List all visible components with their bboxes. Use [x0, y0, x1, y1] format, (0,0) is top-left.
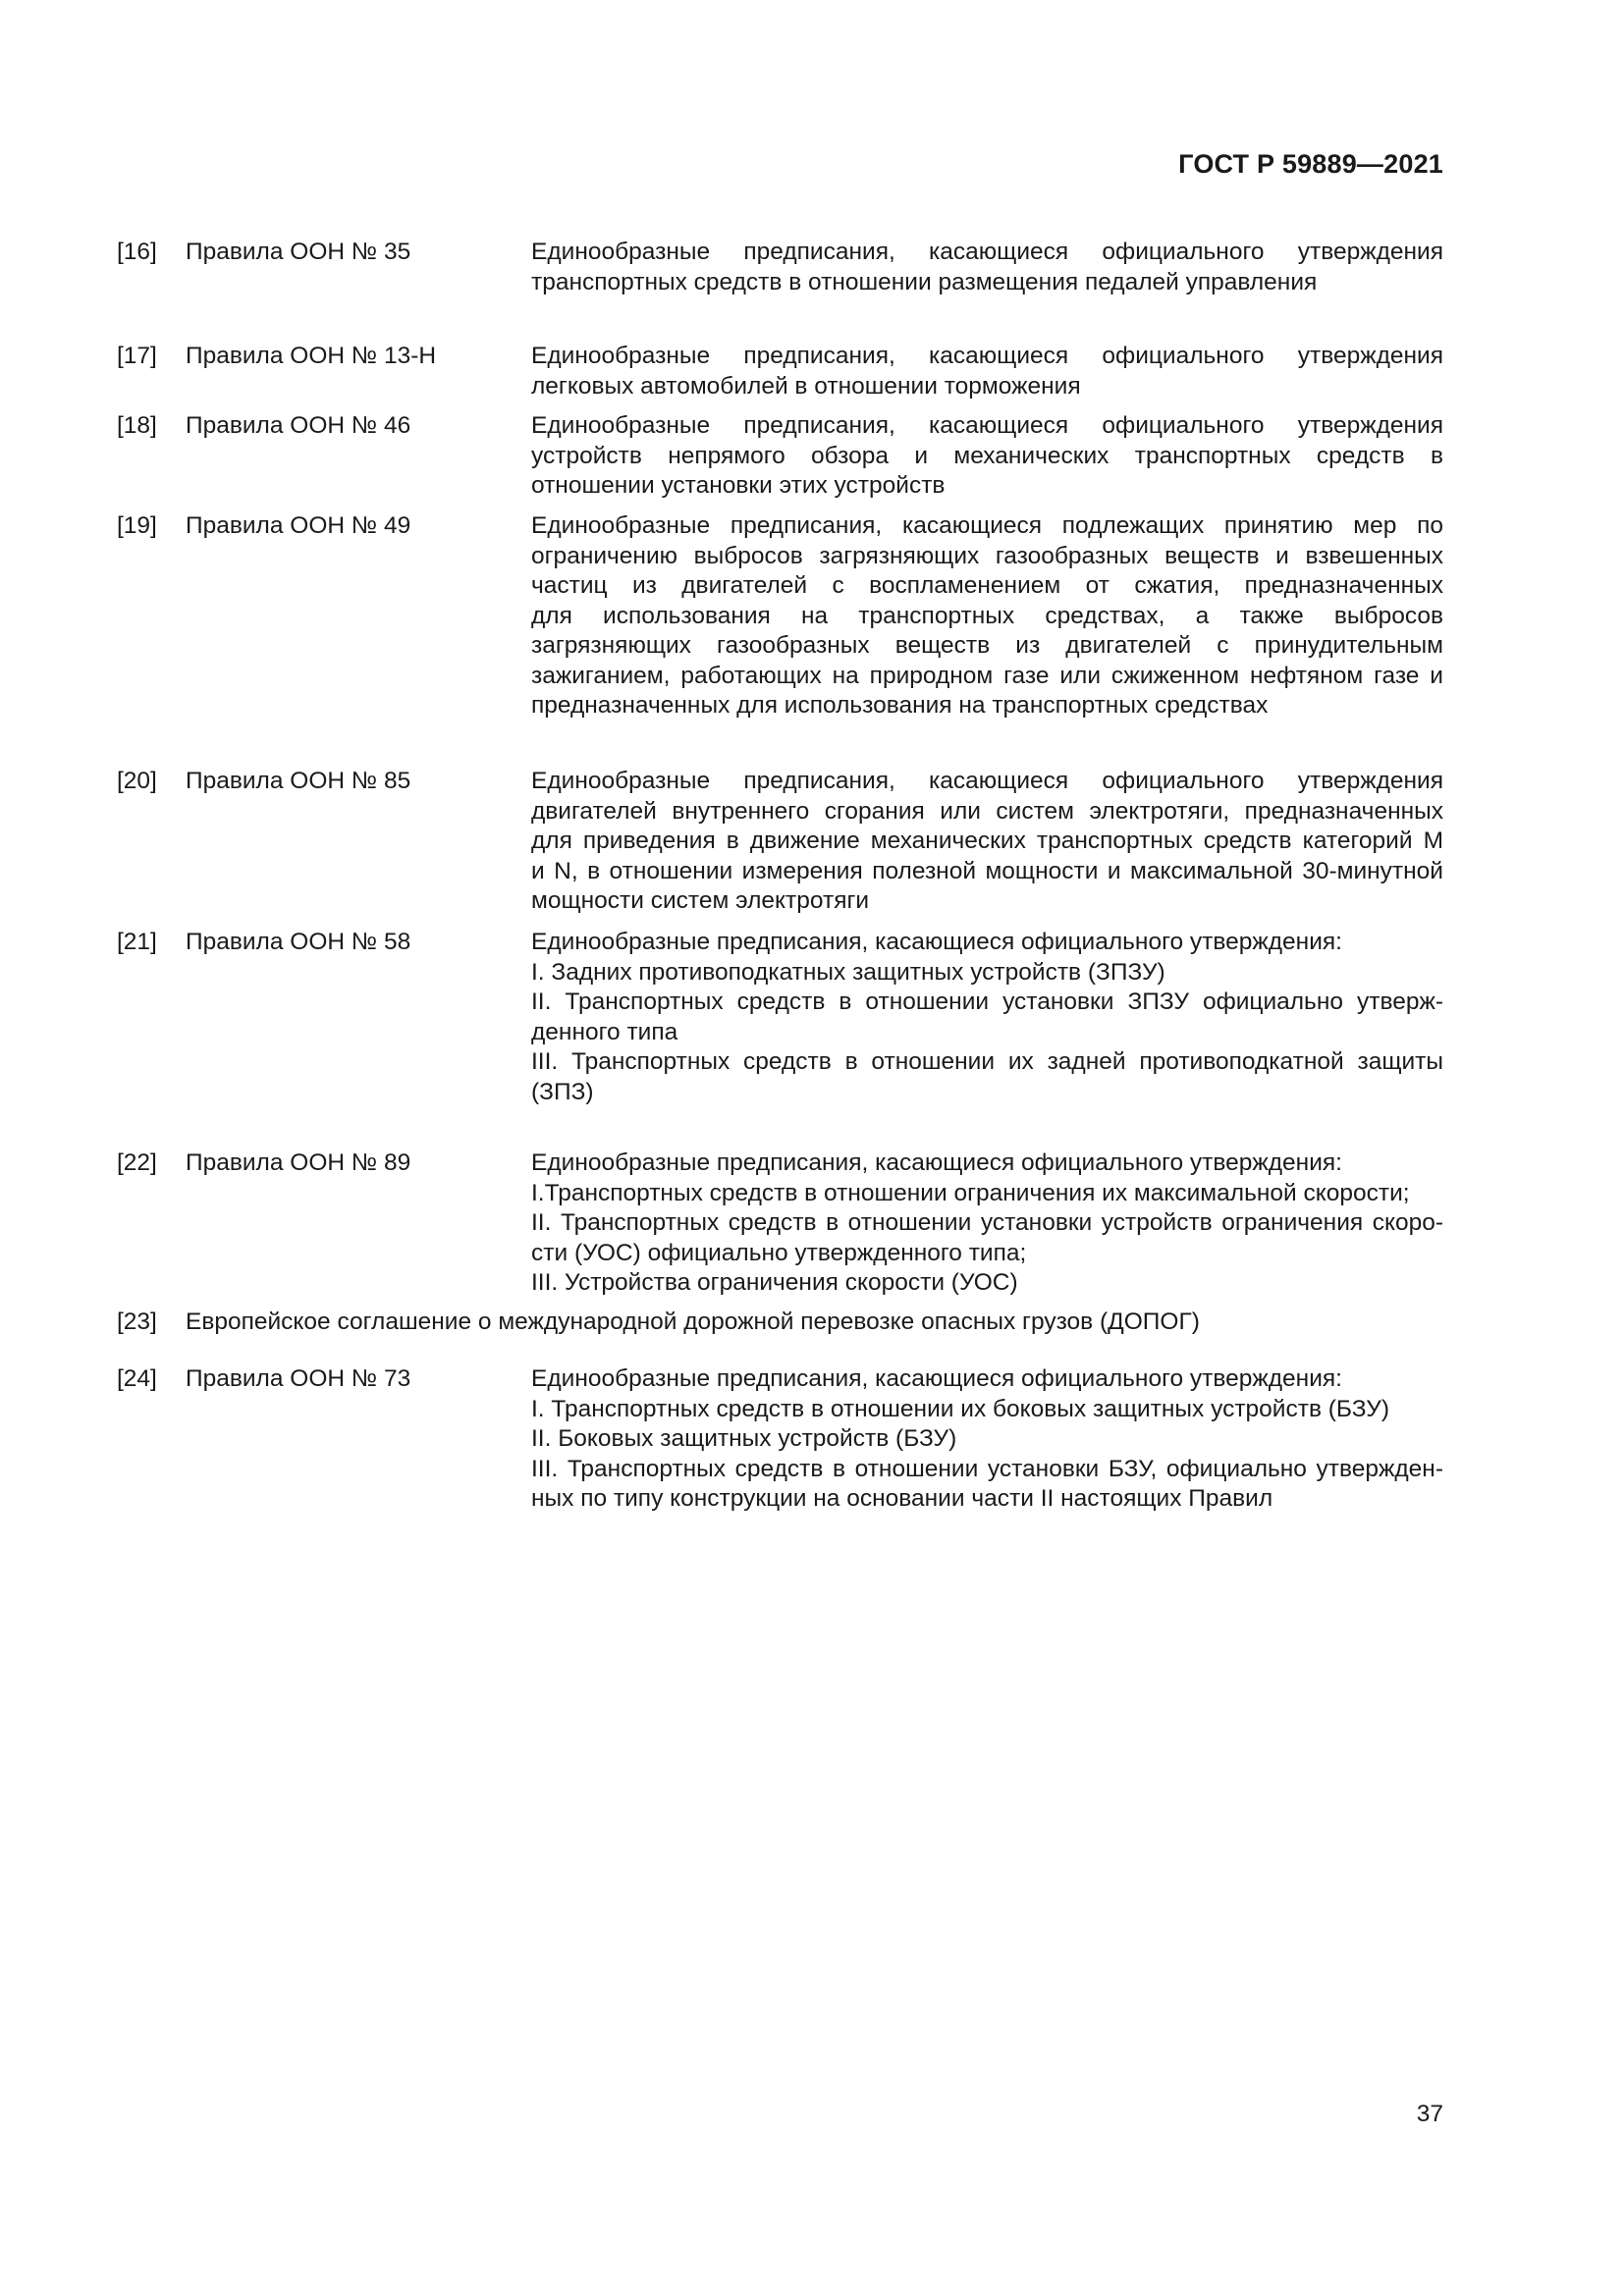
description-line: мощности систем электротяги — [531, 887, 870, 914]
entry-reference: Правила ООН № 89 — [186, 1149, 411, 1176]
entry-number: [22] — [117, 1149, 157, 1176]
description-line: денного типа — [531, 1018, 678, 1045]
entry-number: [21] — [117, 929, 157, 955]
bibliography-entry — [117, 1308, 1443, 1338]
description-line: III. Транспортных средств в отношении их задней противоподкатной защиты — [531, 1048, 1443, 1075]
entry-reference: Правила ООН № 13-Н — [186, 343, 437, 369]
document-header: ГОСТ Р 59889—2021 — [1178, 149, 1443, 179]
bibliography-entry — [117, 1148, 1443, 1299]
entry-description — [531, 1364, 1443, 1515]
entry-description — [531, 511, 1443, 721]
bibliography-entry — [117, 411, 1443, 502]
description-line: III. Транспортных средств в отношении установки БЗУ, официально утвержден- — [531, 1455, 1443, 1482]
entry-description — [531, 928, 1443, 1107]
description-line: транспортных средств в отношении размещения педалей управления — [531, 268, 1318, 295]
description-line: зажиганием, работающих на природном газе или сжиженном нефтяном газе и — [531, 662, 1443, 689]
entry-description — [531, 767, 1443, 917]
entry-number: [17] — [117, 343, 157, 369]
description-line: (ЗПЗ) — [531, 1078, 594, 1105]
description-line: II. Боковых защитных устройств (БЗУ) — [531, 1425, 957, 1452]
description-line: отношении установки этих устройств — [531, 472, 946, 499]
entry-reference: Правила ООН № 73 — [186, 1365, 411, 1392]
description-line: II. Транспортных средств в отношении установки устройств ограничения скоро- — [531, 1209, 1443, 1236]
description-line: Единообразные предписания, касающиеся официального утверждения — [531, 768, 1443, 794]
entry-description — [531, 342, 1443, 401]
description-line: Единообразные предписания, касающиеся подлежащих принятию мер по — [531, 512, 1443, 539]
description-line: Единообразные предписания, касающиеся официального утверждения — [531, 343, 1443, 369]
description-line: для использования на транспортных средствах, а также выбросов — [531, 602, 1443, 629]
bibliography-entry — [117, 238, 1443, 297]
entry-number: [20] — [117, 768, 157, 794]
entry-number: [16] — [117, 239, 157, 265]
entry-number: [19] — [117, 512, 157, 539]
entry-number: [24] — [117, 1365, 157, 1392]
bibliography-entry — [117, 767, 1443, 917]
description-line: Единообразные предписания, касающиеся официального утверждения: — [531, 1149, 1342, 1176]
description-line: Единообразные предписания, касающиеся официального утверждения: — [531, 1365, 1342, 1392]
entry-full-title: Европейское соглашение о международной дорожной перевозке опасных грузов (ДОПОГ) — [186, 1308, 1200, 1335]
entry-description — [531, 238, 1443, 297]
entry-reference: Правила ООН № 46 — [186, 412, 411, 439]
description-line: I.Транспортных средств в отношении ограничения их максимальной скорости; — [531, 1179, 1410, 1206]
description-line: для приведения в движение механических транспортных средств категорий М — [531, 828, 1443, 854]
entry-reference: Правила ООН № 35 — [186, 239, 411, 265]
description-line: III. Устройства ограничения скорости (УОС) — [531, 1269, 1018, 1296]
description-line: I. Транспортных средств в отношении их боковых защитных устройств (БЗУ) — [531, 1395, 1389, 1422]
bibliography-entry — [117, 928, 1443, 1107]
entry-number: [23] — [117, 1308, 157, 1335]
description-line: II. Транспортных средств в отношении установки ЗПЗУ официально утверж- — [531, 988, 1443, 1015]
bibliography-entry — [117, 1364, 1443, 1515]
description-line: устройств непрямого обзора и механических транспортных средств в — [531, 442, 1443, 469]
description-line: и N, в отношении измерения полезной мощности и максимальной 30-минутной — [531, 857, 1443, 884]
entry-reference: Правила ООН № 58 — [186, 929, 411, 955]
description-line: сти (УОС) официально утвержденного типа; — [531, 1239, 1027, 1266]
entry-description — [531, 411, 1443, 502]
description-line: загрязняющих газообразных веществ из двигателей с принудительным — [531, 632, 1443, 659]
description-line: ограничению выбросов загрязняющих газообразных веществ и взвешенных — [531, 542, 1443, 569]
description-line: Единообразные предписания, касающиеся официального утверждения: — [531, 929, 1342, 955]
bibliography-entry — [117, 511, 1443, 721]
description-line: предназначенных для использования на транспортных средствах — [531, 692, 1269, 719]
description-line: двигателей внутреннего сгорания или систем электротяги, предназначенных — [531, 797, 1443, 825]
entry-reference: Правила ООН № 49 — [186, 512, 411, 539]
page-number: 37 — [1416, 2101, 1443, 2127]
bibliography-entry — [117, 342, 1443, 401]
description-line: Единообразные предписания, касающиеся официального утверждения — [531, 239, 1443, 265]
description-line: частиц из двигателей с воспламенением от сжатия, предназначенных — [531, 572, 1443, 599]
entry-reference: Правила ООН № 85 — [186, 768, 411, 794]
description-line: легковых автомобилей в отношении торможения — [531, 372, 1081, 400]
description-line: ных по типу конструкции на основании части II настоящих Правил — [531, 1485, 1273, 1512]
entry-description — [531, 1148, 1443, 1299]
description-line: Единообразные предписания, касающиеся официального утверждения — [531, 412, 1443, 439]
entry-number: [18] — [117, 412, 157, 439]
description-line: I. Задних противоподкатных защитных устройств (ЗПЗУ) — [531, 958, 1165, 986]
